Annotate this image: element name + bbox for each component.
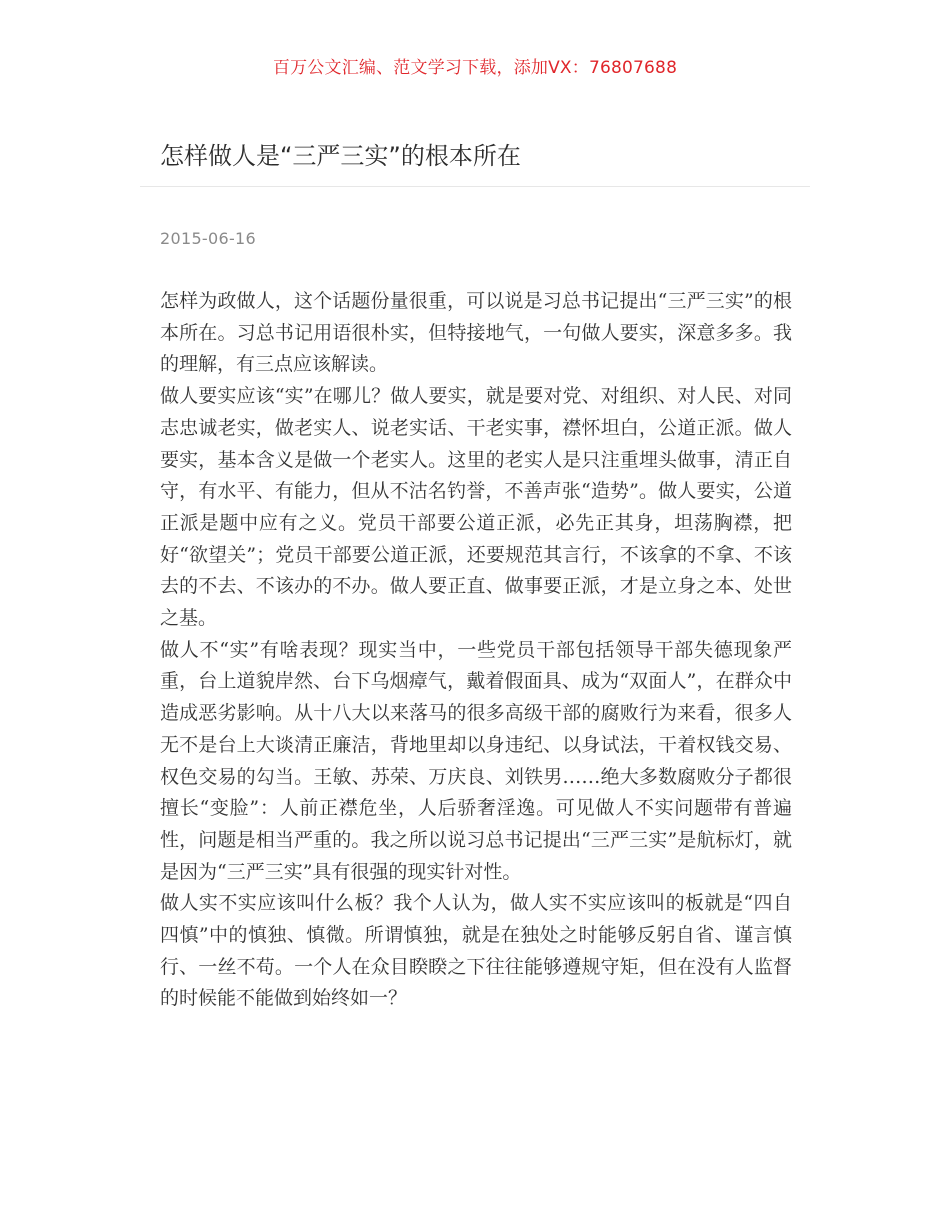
- paragraph: 做人要实应该“实”在哪儿？做人要实，就是要对党、对组织、对人民、对同志忠诚老实，做老实人、说老实话、干老实事，襟怀坦白，公道正派。做人要实，基本含义是做一个老实人。这里的老实人是只注重埋头做事，清正自守，有水平、有能力，但从不沽名钓誉，不善声张“造势”。做人要实，公道正派是题中应有之义。党员干部要公道正派，必先正其身，坦荡胸襟，把好“欲望关”；党员干部要公道正派，还要规范其言行，不该拿的不拿、不该去的不去、不该办的不办。做人要正直、做事要正派，才是立身之本、处世之基。: [160, 385, 792, 630]
- paragraph: 怎样为政做人，这个话题份量很重，可以说是习总书记提出“三严三实”的根本所在。习总书记用语很朴实，但特接地气，一句做人要实，深意多多。我的理解，有三点应该解读。: [160, 290, 792, 376]
- article-title: 怎样做人是“三严三实”的根本所在: [160, 142, 521, 170]
- title-divider: [140, 186, 810, 187]
- promo-banner: 百万公文汇编、范文学习下载，添加VX：76807688: [272, 58, 678, 78]
- paragraph: 做人实不实应该叫什么板？我个人认为，做人实不实应该叫的板就是“四自四慎”中的慎独、慎微。所谓慎独，就是在独处之时能够反躬自省、谨言慎行、一丝不苟。一个人在众目睽睽之下往往能够遵规守矩，但在没有人监督的时候能不能做到始终如一？: [160, 892, 792, 1010]
- publish-date: 2015-06-16: [160, 229, 256, 248]
- article-body: [160, 286, 792, 1015]
- paragraph: 做人不“实”有啥表现？现实当中，一些党员干部包括领导干部失德现象严重，台上道貌岸然、台下乌烟瘴气，戴着假面具、成为“双面人”，在群众中造成恶劣影响。从十八大以来落马的很多高级干部的腐败行为来看，很多人无不是台上大谈清正廉洁，背地里却以身违纪、以身试法，干着权钱交易、权色交易的勾当。王敏、苏荣、万庆良、刘铁男……绝大多数腐败分子都很擅长“变脸”：人前正襟危坐，人后骄奢淫逸。可见做人不实问题带有普遍性，问题是相当严重的。我之所以说习总书记提出“三严三实”是航标灯，就是因为“三严三实”具有很强的现实针对性。: [160, 638, 792, 883]
